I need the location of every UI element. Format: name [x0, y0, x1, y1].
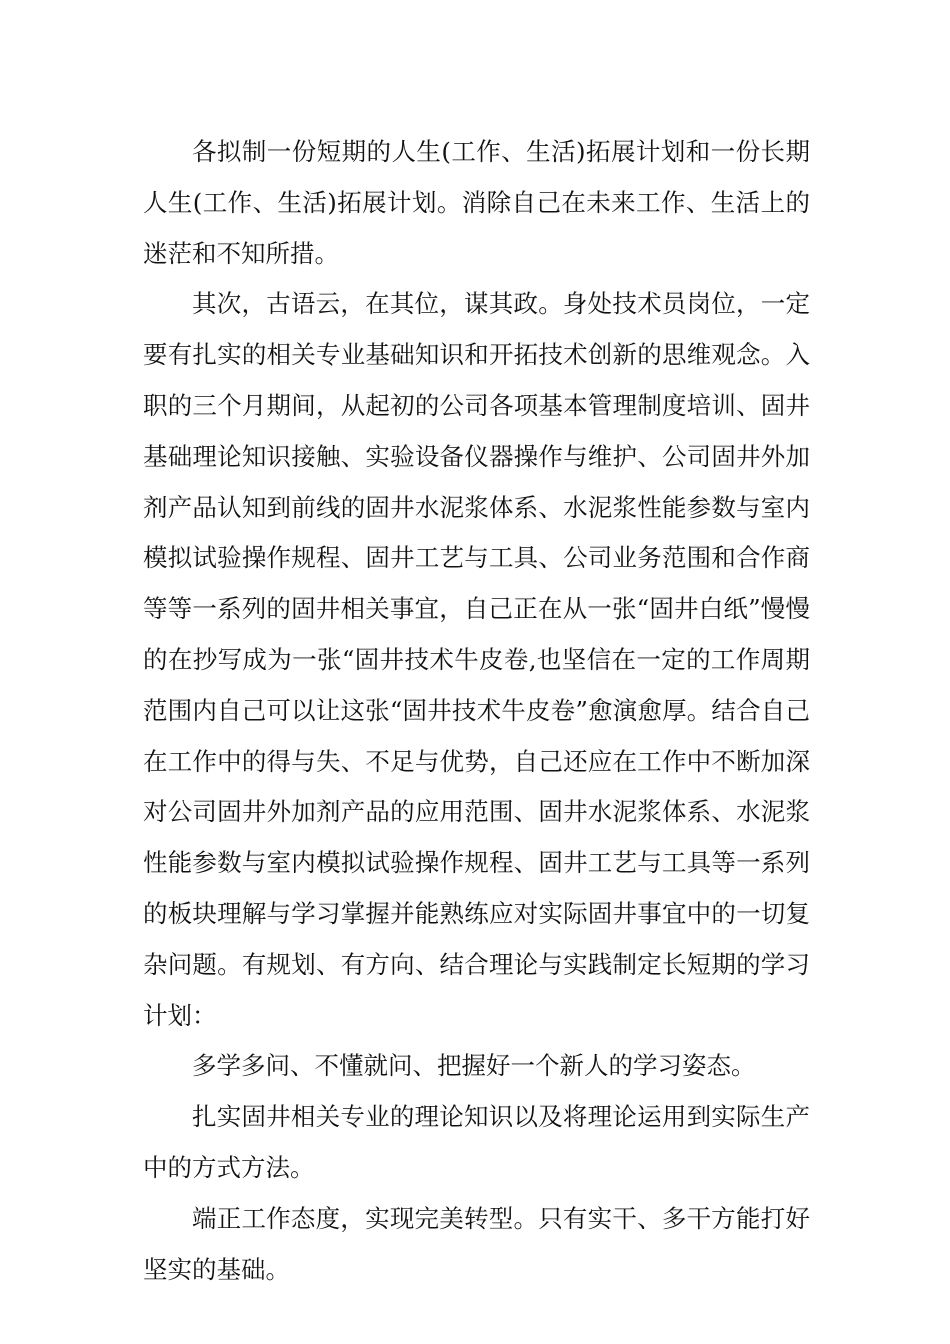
paragraph-position: 其次，古语云，在其位，谋其政。身处技术员岗位，一定要有扎实的相关专业基础知识和开拓技术创新的思维观念。入职的三个月期间，从起初的公司各项基本管理制度培训、固井基础理论知识接触、实验设备仪器操作与维护、公司固井外加剂产品认知到前线的固井水泥浆体系、水泥浆性能参数与室内模拟试验操作规程、固井工艺与工具、公司业务范围和合作商等等一系列的固井相关事宜，自己正在从一张“固井白纸”慢慢的在抄写成为一张“固井技术牛皮卷,也坚信在一定的工作周期范围内自己可以让这张“固井技术牛皮卷”愈演愈厚。结合自己在工作中的得与失、不足与优势，自己还应在工作中不断加深对公司固井外加剂产品的应用范围、固井水泥浆体系、水泥浆性能参数与室内模拟试验操作规程、固井工艺与工具等一系列的板块理解与学习掌握并能熟练应对实际固井事宜中的一切复杂问题。有规划、有方向、结合理论与实践制定长短期的学习计划： [143, 289, 810, 1030]
paragraph-plan: 各拟制一份短期的人生(工作、生活)拓展计划和一份长期人生(工作、生活)拓展计划。消除自己在未来工作、生活上的迷茫和不知所措。 [143, 137, 810, 268]
paragraph-theory-practice: 扎实固井相关专业的理论知识以及将理论运用到实际生产中的方式方法。 [143, 1102, 810, 1182]
paragraph-study-attitude: 多学多问、不懂就问、把握好一个新人的学习姿态。 [192, 1051, 756, 1081]
paragraph-work-attitude: 端正工作态度，实现完美转型。只有实干、多干方能打好坚实的基础。 [143, 1203, 810, 1284]
